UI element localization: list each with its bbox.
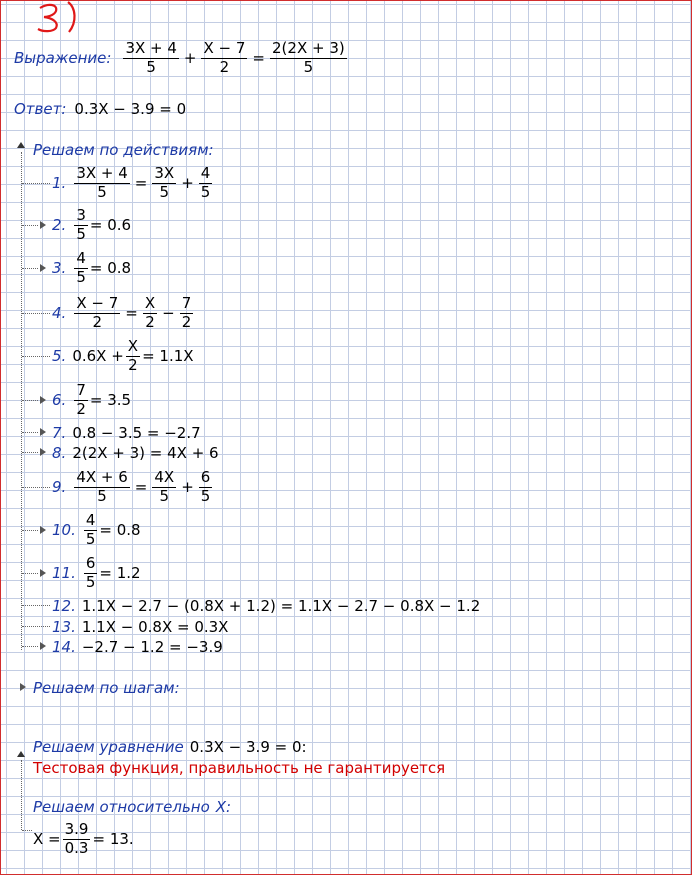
result-rhs: = 13.: [92, 830, 134, 848]
step-10: [52, 510, 141, 550]
result-row: [33, 818, 134, 860]
expression-row: [14, 36, 349, 80]
answer-label: Ответ:: [14, 100, 67, 118]
step-11: [52, 553, 141, 593]
equals-sign: =: [252, 49, 265, 67]
step-result: = 1.1X: [142, 347, 194, 365]
step-fraction: [143, 295, 157, 331]
step-fraction: [152, 469, 176, 505]
step-12: [52, 596, 480, 616]
fraction-denominator: 5: [159, 486, 170, 505]
step-number: 2.: [52, 216, 67, 234]
solve-title: Решаем уравнение: [33, 738, 184, 756]
warning-text: Тестовая функция, правильность не гарантируется: [33, 759, 446, 777]
expand-triangle-icon[interactable]: [40, 264, 46, 272]
expand-triangle-icon[interactable]: [40, 642, 46, 650]
expand-triangle-icon[interactable]: [40, 396, 46, 404]
fraction-denominator: 5: [303, 57, 314, 76]
tree-connector: [22, 573, 38, 574]
fraction-denominator: 2: [128, 355, 138, 374]
tree-line: [21, 760, 22, 830]
step-text: 2(2X + 3) = 4X + 6: [72, 444, 219, 462]
step-number: 9.: [52, 478, 67, 496]
fraction-numerator: X − 7: [203, 39, 246, 58]
relative-row: [33, 797, 231, 817]
step-13: [52, 617, 228, 637]
step-fraction: [199, 469, 213, 505]
tree-connector: [22, 356, 50, 357]
collapse-triangle-icon[interactable]: [17, 751, 25, 757]
fraction-denominator: 5: [97, 486, 107, 505]
step-number: 7.: [52, 424, 67, 442]
equals-sign: =: [134, 174, 148, 192]
fraction-denominator: 5: [200, 486, 211, 505]
solve-title-row: [33, 737, 307, 757]
step-fraction: [126, 338, 140, 374]
step-14: [52, 637, 223, 657]
relative-variable: X:: [215, 798, 232, 816]
tree-line: [21, 152, 22, 650]
step-2: [52, 205, 131, 245]
fraction-numerator: 4: [200, 164, 211, 183]
expand-triangle-icon[interactable]: [40, 526, 46, 534]
fraction-denominator: 5: [76, 224, 86, 243]
tree-connector: [22, 268, 38, 269]
fraction-numerator: 3X + 4: [125, 39, 177, 58]
tree-connector: [22, 313, 50, 314]
expression-fraction-3: [270, 40, 347, 76]
step-number: 11.: [52, 564, 76, 582]
fraction-numerator: X: [127, 337, 139, 356]
tree-connector: [22, 400, 38, 401]
step-6: [52, 380, 131, 420]
fraction-denominator: 2: [219, 57, 230, 76]
fraction-numerator: 3X: [154, 164, 175, 183]
fraction-denominator: 2: [76, 399, 86, 418]
tree-connector: [22, 605, 50, 606]
fraction-denominator: 0.3: [64, 838, 89, 857]
step-number: 13.: [52, 618, 76, 636]
step-text: 0.8 − 3.5 = −2.7: [72, 424, 201, 442]
step-text: −2.7 − 1.2 = −3.9: [81, 638, 223, 656]
step-number: 12.: [52, 597, 76, 615]
step-text: 1.1X − 2.7 − (0.8X + 1.2) = 1.1X − 2.7 − 0.8X − 1.2: [81, 597, 481, 615]
step-4: [52, 292, 195, 334]
fraction-denominator: 5: [97, 182, 107, 201]
step-result: = 3.5: [89, 391, 132, 409]
fraction-numerator: X − 7: [76, 294, 119, 313]
step-fraction: [74, 295, 120, 331]
fraction-numerator: 3.9: [64, 820, 89, 839]
step-number: 4.: [52, 304, 67, 322]
equals-sign: =: [125, 304, 138, 322]
fraction-numerator: 3: [76, 206, 86, 225]
plus-sign: +: [181, 478, 194, 496]
expression-fraction-2: [201, 40, 247, 76]
minus-sign: −: [162, 304, 175, 322]
fraction-numerator: X: [144, 294, 156, 313]
fraction-denominator: 5: [200, 182, 211, 201]
step-7: [52, 423, 201, 443]
fraction-numerator: 6: [200, 468, 211, 487]
step-number: 8.: [52, 444, 67, 462]
step-fraction: [84, 512, 98, 548]
actions-title: Решаем по действиям:: [33, 141, 214, 159]
expand-triangle-icon[interactable]: [40, 569, 46, 577]
tree-connector: [22, 530, 38, 531]
fraction-numerator: 4X + 6: [76, 468, 128, 487]
result-fraction: [63, 821, 91, 857]
fraction-numerator: 4: [85, 511, 96, 530]
expression-label: Выражение:: [14, 49, 112, 67]
step-5: [52, 336, 194, 376]
step-1: [52, 162, 214, 204]
equals-sign: =: [134, 478, 148, 496]
tree-connector: [22, 225, 38, 226]
step-8: [52, 443, 219, 463]
step-result: = 1.2: [99, 564, 141, 582]
fraction-denominator: 2: [92, 312, 103, 331]
fraction-denominator: 5: [76, 267, 86, 286]
answer-row: [14, 99, 186, 119]
step-number: 6.: [52, 391, 67, 409]
expand-triangle-icon[interactable]: [40, 221, 46, 229]
fraction-numerator: 4X: [154, 468, 175, 487]
tree-connector: [22, 432, 38, 433]
step-fraction: [199, 165, 213, 201]
fraction-denominator: 2: [181, 312, 192, 331]
step-fraction: [74, 382, 88, 418]
step-prefix: 0.6X +: [72, 347, 124, 365]
expand-triangle-icon[interactable]: [40, 448, 46, 456]
actions-title-row: [33, 140, 214, 160]
fraction-denominator: 2: [145, 312, 155, 331]
step-fraction: [74, 165, 129, 201]
fraction-numerator: 3X + 4: [76, 164, 128, 183]
step-3: [52, 248, 131, 288]
step-number: 10.: [52, 521, 76, 539]
step-fraction: [74, 250, 88, 286]
step-result: = 0.8: [89, 259, 132, 277]
by-steps-title: Решаем по шагам:: [33, 679, 180, 697]
step-result: = 0.8: [99, 521, 141, 539]
step-fraction: [74, 207, 88, 243]
step-result: = 0.6: [89, 216, 132, 234]
fraction-numerator: 7: [76, 381, 86, 400]
step-fraction: [74, 469, 129, 505]
plus-sign: +: [181, 174, 194, 192]
fraction-denominator: 5: [85, 529, 96, 548]
tree-connector: [22, 452, 38, 453]
header-mark-text: 3): [28, 0, 30, 1]
fraction-numerator: 6: [85, 554, 96, 573]
relative-label: Решаем относительно: [33, 798, 210, 816]
step-text: 1.1X − 0.8X = 0.3X: [81, 618, 229, 636]
fraction-denominator: 5: [146, 57, 156, 76]
fraction-denominator: 5: [85, 572, 96, 591]
step-number: 14.: [52, 638, 76, 656]
by-steps-row[interactable]: [33, 678, 180, 698]
step-number: 5.: [52, 347, 67, 365]
expression-fraction-1: [123, 40, 178, 76]
handwritten-mark: [28, 0, 88, 34]
solve-equation: 0.3X − 3.9 = 0:: [189, 738, 307, 756]
expand-triangle-icon[interactable]: [20, 683, 26, 691]
tree-connector: [22, 183, 50, 184]
tree-connector: [22, 626, 50, 627]
tree-connector: [22, 646, 38, 647]
expand-triangle-icon[interactable]: [40, 428, 46, 436]
step-fraction: [84, 555, 98, 591]
step-fraction: [180, 295, 194, 331]
warning-row: [33, 758, 445, 778]
step-fraction: [152, 165, 176, 201]
result-lhs: X =: [33, 830, 61, 848]
tree-connector: [22, 487, 50, 488]
fraction-numerator: 7: [181, 294, 192, 313]
step-number: 1.: [52, 174, 67, 192]
step-number: 3.: [52, 259, 67, 277]
tree-connector: [22, 830, 32, 831]
collapse-triangle-icon[interactable]: [17, 142, 25, 148]
fraction-numerator: 4: [76, 249, 86, 268]
answer-value: 0.3X − 3.9 = 0: [74, 100, 187, 118]
fraction-numerator: 2(2X + 3): [272, 39, 345, 58]
fraction-denominator: 5: [159, 182, 170, 201]
plus-sign: +: [183, 49, 197, 67]
step-9: [52, 466, 214, 508]
